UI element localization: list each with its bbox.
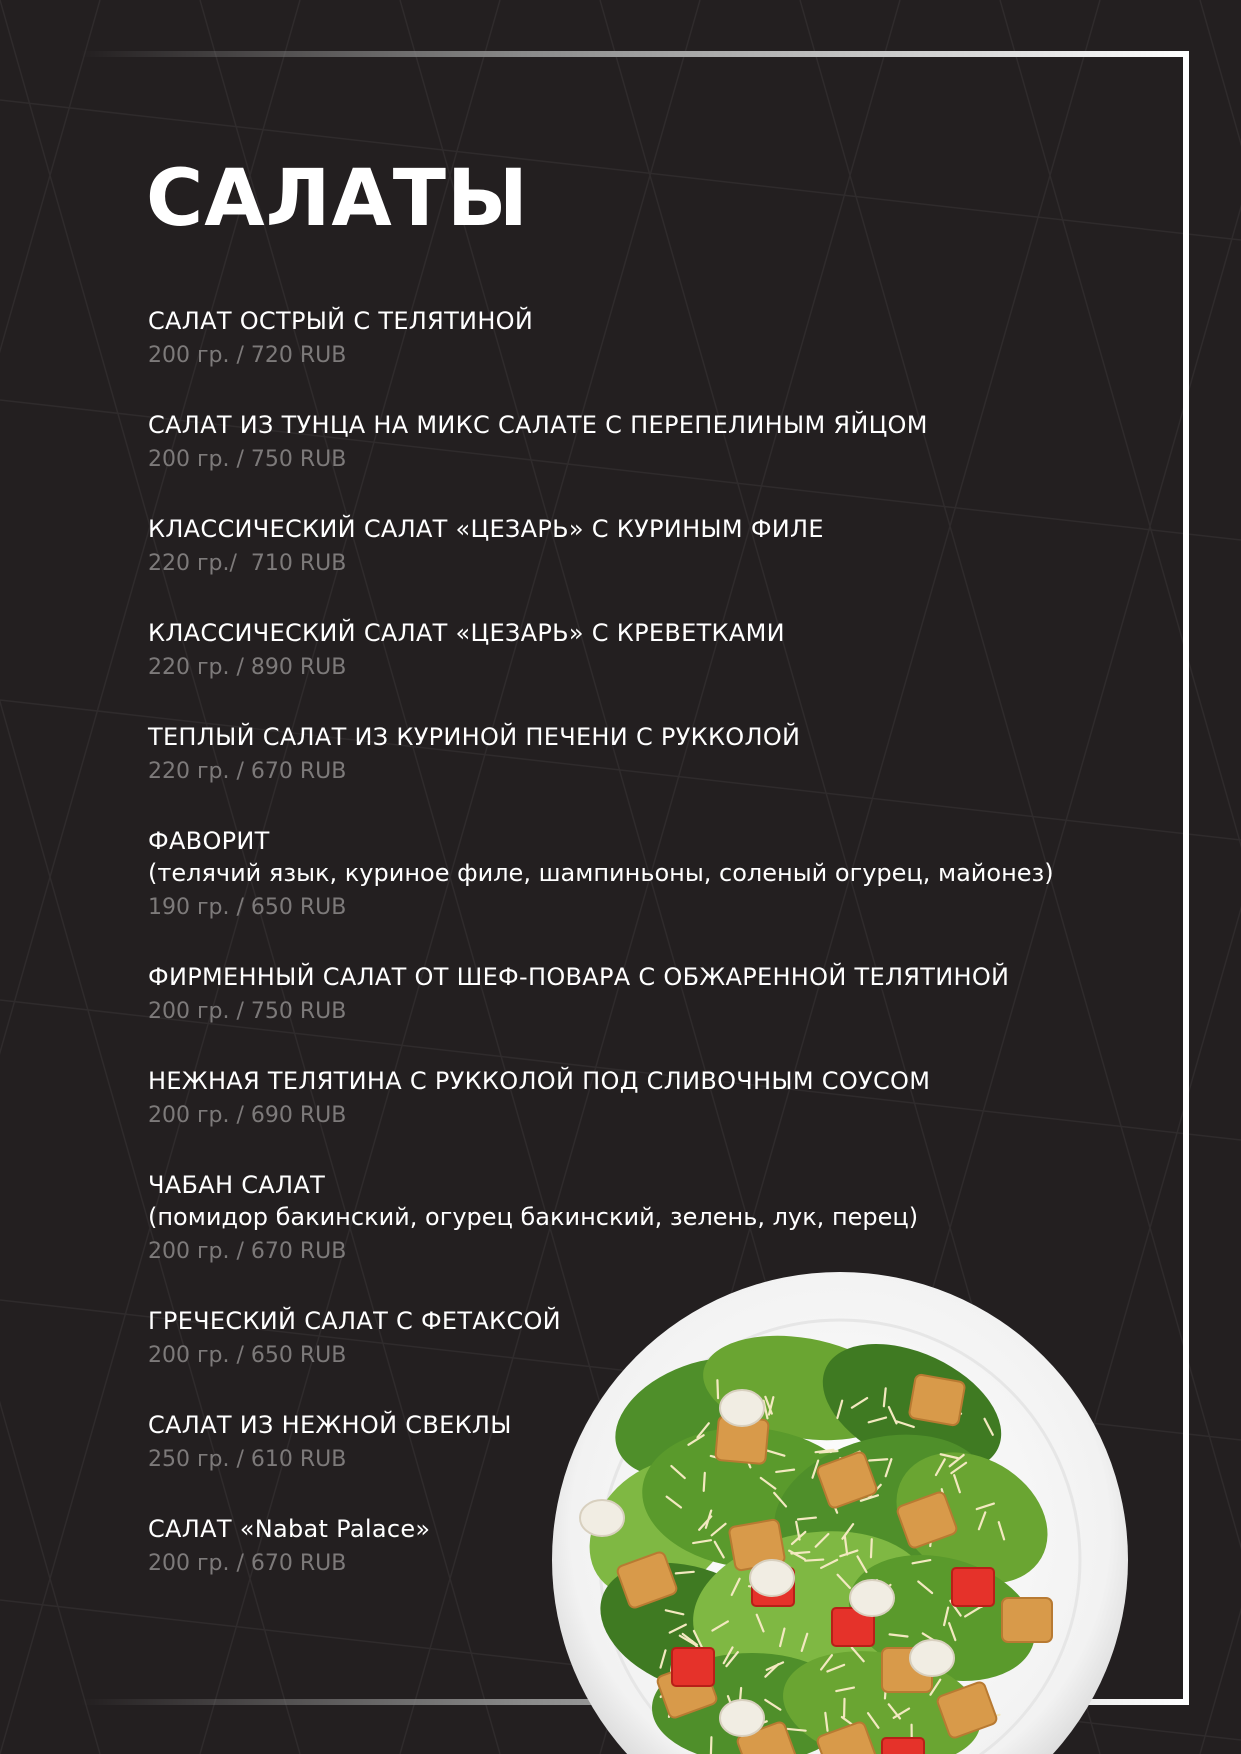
menu-item [148, 961, 1148, 1027]
dish-price: 250 гр. / 610 RUB [148, 1447, 347, 1472]
dish-price: 220 гр. / 670 RUB [148, 759, 347, 784]
dish-price: 220 гр./ 710 RUB [148, 551, 347, 576]
dish-name: ФАВОРИТ [148, 827, 270, 855]
dish-name: ЧАБАН САЛАТ [148, 1171, 326, 1199]
dish-price: 200 гр. / 690 RUB [148, 1103, 347, 1128]
menu-item [148, 1065, 1148, 1131]
menu-item [148, 513, 1148, 579]
dish-name: НЕЖНАЯ ТЕЛЯТИНА С РУККОЛОЙ ПОД СЛИВОЧНЫМ СОУСОМ [148, 1067, 931, 1095]
dish-name: САЛАТ «Nabat Palace» [148, 1515, 431, 1543]
menu-item [148, 617, 1148, 683]
dish-price: 200 гр. / 650 RUB [148, 1343, 347, 1368]
dish-description: (помидор бакинский, огурец бакинский, зелень, лук, перец) [148, 1203, 919, 1231]
dish-price: 190 гр. / 650 RUB [148, 895, 347, 920]
dish-price: 200 гр. / 670 RUB [148, 1239, 347, 1264]
dish-name: ФИРМЕННЫЙ САЛАТ ОТ ШЕФ-ПОВАРА С ОБЖАРЕННОЙ ТЕЛЯТИНОЙ [148, 963, 1010, 991]
dish-name: САЛАТ ИЗ НЕЖНОЙ СВЕКЛЫ [148, 1411, 512, 1439]
dish-description: (телячий язык, куриное филе, шампиньоны, соленый огурец, майонез) [148, 859, 1054, 887]
frame-top-border [80, 51, 1189, 57]
dish-name: САЛАТ ОСТРЫЙ С ТЕЛЯТИНОЙ [148, 307, 534, 335]
menu-item [148, 1169, 1148, 1267]
page-title: САЛАТЫ [146, 154, 529, 244]
dish-price: 200 гр. / 750 RUB [148, 999, 347, 1024]
dish-price: 200 гр. / 750 RUB [148, 447, 347, 472]
frame-right-border [1183, 51, 1189, 1705]
dish-price: 200 гр. / 720 RUB [148, 343, 347, 368]
menu-item [148, 409, 1148, 475]
dish-name: ТЕПЛЫЙ САЛАТ ИЗ КУРИНОЙ ПЕЧЕНИ С РУККОЛОЙ [148, 723, 801, 751]
dish-name: КЛАССИЧЕСКИЙ САЛАТ «ЦЕЗАРЬ» С КУРИНЫМ ФИЛЕ [148, 515, 824, 543]
dish-price: 220 гр. / 890 RUB [148, 655, 347, 680]
menu-item [148, 721, 1148, 787]
salad-plate-image [552, 1268, 1128, 1754]
dish-name: САЛАТ ИЗ ТУНЦА НА МИКС САЛАТЕ С ПЕРЕПЕЛИНЫМ ЯЙЦОМ [148, 411, 928, 439]
dish-name: ГРЕЧЕСКИЙ САЛАТ С ФЕТАКСОЙ [148, 1307, 561, 1335]
menu-item [148, 825, 1148, 923]
dish-name: КЛАССИЧЕСКИЙ САЛАТ «ЦЕЗАРЬ» С КРЕВЕТКАМИ [148, 619, 785, 647]
dish-price: 200 гр. / 670 RUB [148, 1551, 347, 1576]
menu-item [148, 305, 1148, 371]
